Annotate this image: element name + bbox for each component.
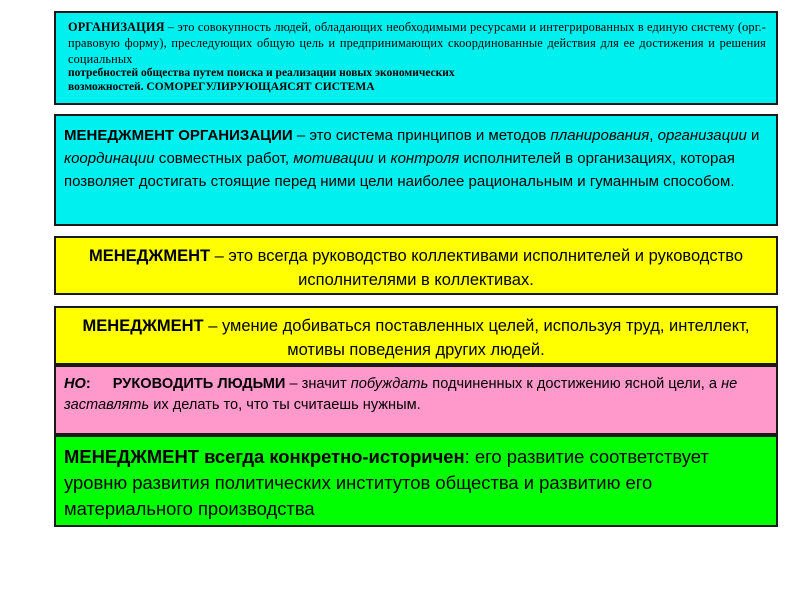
- coordination-term: координации: [64, 150, 155, 167]
- text-fragment: подчиненных к достижению ясной цели, а: [428, 376, 722, 392]
- organization-definition-line4: потребностей общества путем поиска и реализации новых экономических: [68, 67, 455, 79]
- management-leadership-box: [54, 236, 778, 295]
- management-of-organization-term: МЕНЕДЖМЕНТ ОРГАНИЗАЦИИ: [64, 127, 293, 144]
- organization-definition-tail: [68, 67, 766, 94]
- motivation-term: мотивации: [293, 150, 374, 167]
- text-fragment: – это система принципов и методов: [292, 127, 551, 144]
- organizing-term: организации: [657, 127, 747, 144]
- organization-definition-body: – это совокупность людей, обладающих необходимыми ресурсами и интегрированных в единую систему (орг.-правовую форму), преследующих общую цель и предпринимающих скоординованные действия для ее достижения и решения социальных: [68, 20, 766, 66]
- organization-definition-text: [68, 19, 766, 94]
- motivate-term: побуждать: [350, 376, 429, 392]
- text-fragment: исполнителей в организациях, которая позволяет достигать стоящие перед ними цели наиболее рациональным и гуманным способом.: [64, 150, 735, 190]
- management-historical-text: [64, 444, 766, 522]
- management-leadership-body: – это всегда руководство коллективами исполнителей и руководство исполнителями в коллективах.: [210, 247, 743, 289]
- text-fragment: их делать то, что ты считаешь нужным.: [149, 397, 421, 413]
- management-skill-box: [54, 306, 778, 365]
- management-term: МЕНЕДЖМЕНТ: [88, 247, 211, 265]
- management-leadership-text: [66, 244, 766, 292]
- but-label: НО: [64, 376, 86, 392]
- text-fragment: и: [746, 127, 760, 144]
- organization-definition-box: [54, 11, 778, 105]
- but-colon: :: [85, 376, 91, 392]
- organization-definition-line5: возможностей. СОМОРЕГУЛИРУЮЩАЯСЯТ СИСТЕМА: [68, 81, 375, 93]
- planning-term: планирования: [550, 127, 650, 144]
- management-skill-body: – умение добиваться поставленных целей, используя труд, интеллект, мотивы поведения других людей.: [203, 317, 750, 359]
- management-historical-term: МЕНЕДЖМЕНТ всегда конкретно-историчен: [64, 446, 465, 467]
- text-fragment: и: [373, 150, 391, 167]
- control-term: контроля: [390, 150, 460, 167]
- management-of-organization-text: [64, 124, 766, 193]
- management-term: МЕНЕДЖМЕНТ: [82, 317, 204, 335]
- management-historical-box: [54, 435, 778, 527]
- management-historical-body: : его развитие соответствует уровню развития политических институтов общества и развитию его материального производства: [64, 446, 709, 519]
- leading-people-box: [54, 365, 778, 435]
- not-force-term: не заставлять: [64, 376, 738, 413]
- management-skill-text: [64, 314, 768, 362]
- text-fragment: – значит: [285, 376, 351, 392]
- text-fragment: совместных работ,: [154, 150, 294, 167]
- management-of-organization-box: [54, 114, 778, 226]
- text-fragment: ,: [649, 127, 658, 144]
- leading-people-term: РУКОВОДИТЬ ЛЮДЬМИ: [112, 376, 286, 392]
- leading-people-text: [64, 374, 766, 416]
- organization-term: ОРГАНИЗАЦИЯ: [68, 20, 165, 34]
